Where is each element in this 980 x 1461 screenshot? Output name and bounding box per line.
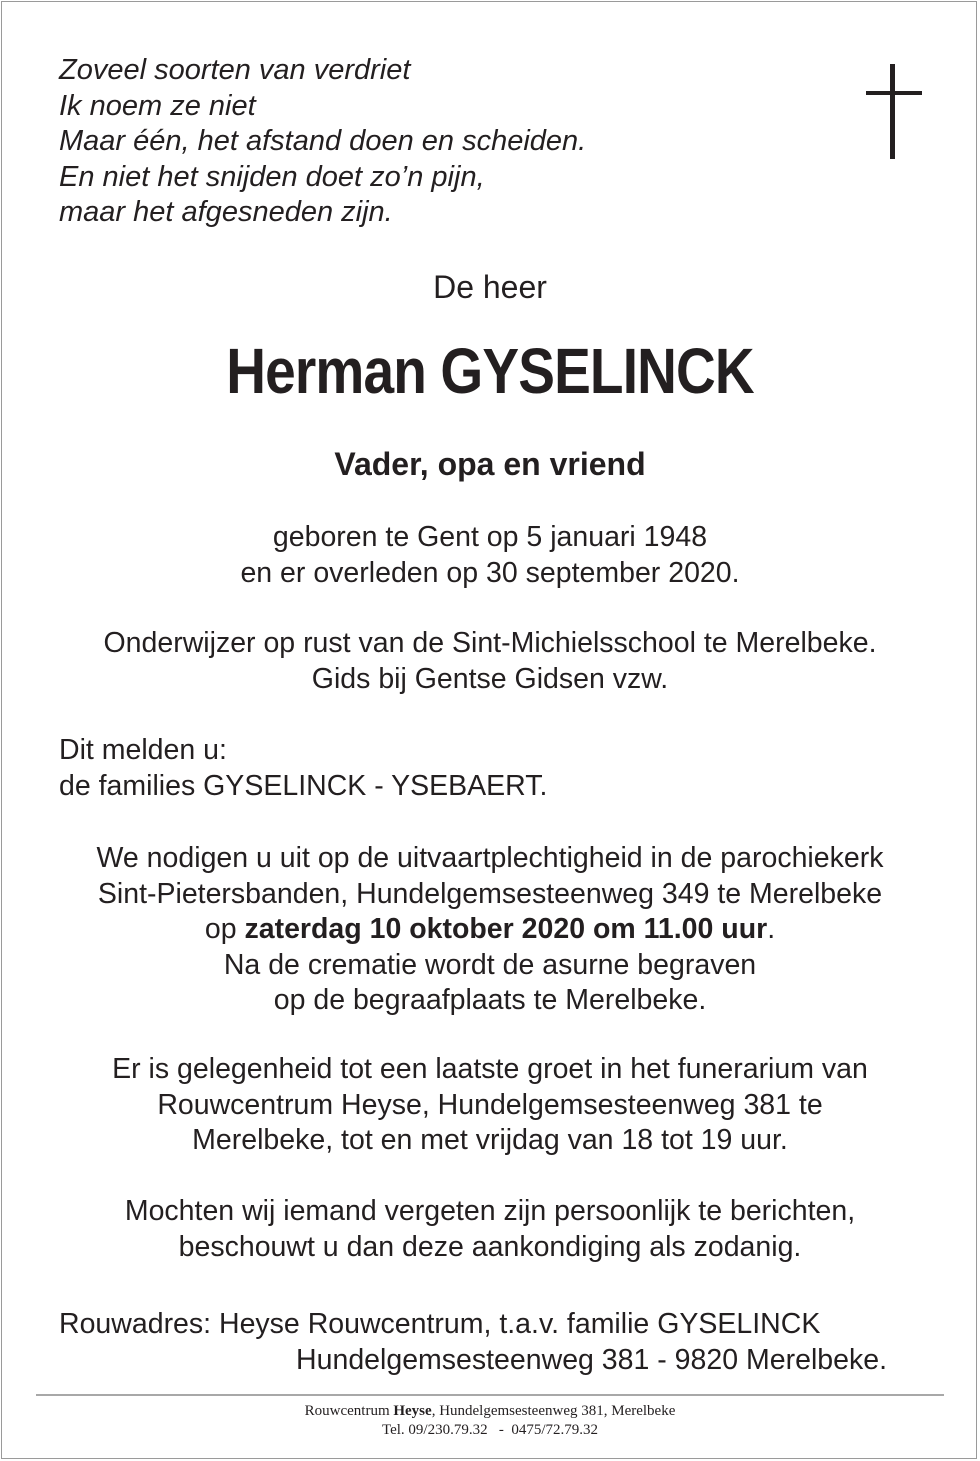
poem	[59, 53, 586, 231]
poem-line: maar het afgesneden zijn.	[59, 196, 393, 228]
mourning-address-line: Hundelgemsesteenweg 381 - 9820 Merelbeke.	[296, 1343, 887, 1376]
ceremony-date-suffix: .	[767, 913, 776, 945]
ceremony-block	[40, 841, 940, 1019]
ceremony-line: Na de crematie wordt de asurne begraven	[223, 948, 757, 981]
cross-icon	[866, 64, 922, 159]
footer-company-line	[40, 1402, 940, 1421]
farewell-line: Er is gelegenheid tot een laatste groet in het funerarium van	[112, 1053, 868, 1085]
farewell-line: Merelbeke, tot en met vrijdag van 18 tot 19 uur.	[192, 1124, 788, 1156]
ceremony-date-prefix: op	[204, 913, 245, 945]
dates-block	[40, 520, 940, 591]
relation: Vader, opa en vriend	[334, 446, 646, 482]
footer-divider	[36, 1394, 944, 1396]
footer-brand: Heyse	[393, 1403, 432, 1419]
cross-vertical-bar	[890, 64, 895, 159]
announcement-intro: Dit melden u:	[59, 734, 227, 766]
death-line: en er overleden op 30 september 2020.	[240, 556, 740, 589]
announcement-families: de families GYSELINCK - YSEBAERT.	[59, 769, 548, 802]
birth-line: geboren te Gent op 5 januari 1948	[272, 521, 708, 553]
occupation-line: Gids bij Gentse Gidsen vzw.	[311, 662, 669, 695]
poem-line: Maar één, het afstand doen en scheiden.	[59, 125, 587, 157]
poem-line: Zoveel soorten van verdriet	[59, 54, 411, 86]
farewell-block	[40, 1052, 940, 1159]
mourning-address	[59, 1307, 887, 1378]
footer-prefix: Rouwcentrum	[304, 1403, 394, 1419]
farewell-line: Rouwcentrum Heyse, Hundelgemsesteenweg 381 te	[157, 1088, 823, 1121]
ceremony-date: zaterdag 10 oktober 2020 om 11.00 uur	[244, 913, 768, 945]
footer-phones: Tel. 09/230.79.32 - 0475/72.79.32	[381, 1422, 599, 1438]
cross-horizontal-bar	[866, 91, 922, 95]
announcement-block	[59, 733, 547, 804]
forgotten-line: Mochten wij iemand vergeten zijn persoonlijk te berichten,	[124, 1195, 856, 1227]
occupation-line: Onderwijzer op rust van de Sint-Michielsschool te Merelbeke.	[103, 627, 877, 659]
salutation: De heer	[433, 269, 547, 305]
deceased-name: Herman GYSELINCK	[226, 335, 754, 407]
ceremony-line: Sint-Pietersbanden, Hundelgemsesteenweg 349 te Merelbeke	[97, 877, 883, 910]
footer	[40, 1402, 940, 1440]
footer-address: , Hundelgemsesteenweg 381, Merelbeke	[431, 1403, 676, 1419]
ceremony-line: We nodigen u uit op de uitvaartplechtigheid in de parochiekerk	[96, 842, 884, 874]
poem-line: Ik noem ze niet	[59, 89, 256, 122]
poem-line: En niet het snijden doet zo’n pijn,	[59, 160, 485, 193]
forgotten-line: beschouwt u dan deze aankondiging als zodanig.	[178, 1230, 802, 1263]
mourning-address-line: Rouwadres: Heyse Rouwcentrum, t.a.v. familie GYSELINCK	[59, 1308, 821, 1340]
ceremony-date-line	[40, 912, 940, 948]
forgotten-notice	[40, 1194, 940, 1265]
occupation-block	[40, 626, 940, 697]
ceremony-line: op de begraafplaats te Merelbeke.	[273, 984, 707, 1016]
